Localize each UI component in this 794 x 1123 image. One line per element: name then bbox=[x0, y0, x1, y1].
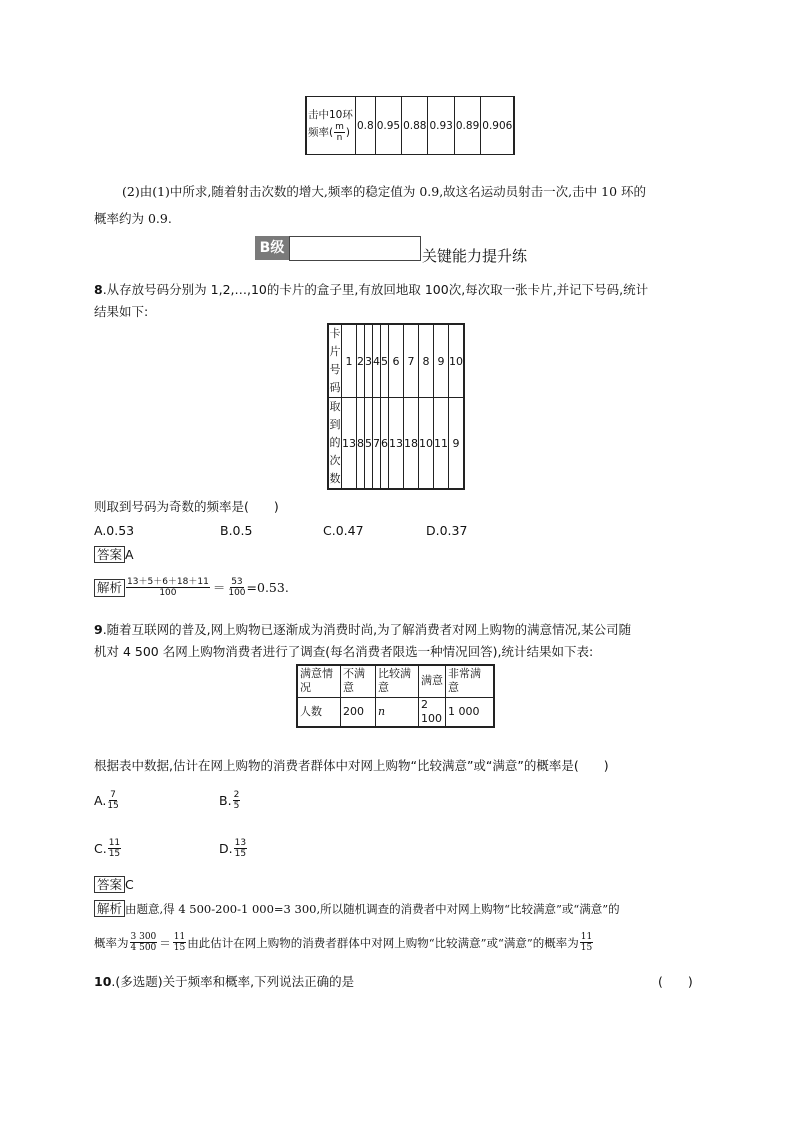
card-count: 11 bbox=[434, 398, 449, 490]
header-cell: 满意 bbox=[419, 665, 446, 697]
q8-question: 则取到号码为奇数的频率是( ) bbox=[94, 499, 279, 514]
table-row-label: 击中10环 频率( $\frac{m}{n}$ ) bbox=[306, 97, 356, 155]
answer-label: 答案 bbox=[94, 546, 125, 563]
q9-line1 bbox=[94, 621, 631, 639]
row-label-frequency: 频率 bbox=[308, 126, 329, 138]
card-number: 6 bbox=[389, 324, 404, 398]
q8-number: 8 bbox=[94, 282, 103, 297]
card-number: 10 bbox=[449, 324, 465, 398]
q8-line1 bbox=[94, 281, 648, 299]
option-letter: C. bbox=[94, 840, 107, 856]
card-count: 10 bbox=[419, 398, 434, 490]
card-number: 5 bbox=[381, 324, 389, 398]
card-count: 5 bbox=[365, 398, 373, 490]
option-fraction: $\frac{11}{15}$ bbox=[108, 838, 121, 859]
q8-option-b: B.0.5 bbox=[220, 523, 253, 538]
answer-value: C bbox=[125, 877, 134, 892]
q8-text: .从存放号码分别为 1,2,…,10的卡片的盒子里,有放回地取 100次,每次取一张卡片,并记下号码,统计 bbox=[102, 282, 649, 297]
card-number: 3 bbox=[365, 324, 373, 398]
q8-line2: 结果如下: bbox=[94, 304, 149, 319]
table-cell: 0.88 bbox=[402, 97, 428, 155]
option-fraction: $\frac{7}{15}$ bbox=[107, 790, 119, 811]
table-cell: 0.8 bbox=[356, 97, 376, 155]
row-label: 人数 bbox=[297, 697, 341, 727]
card-count-table bbox=[327, 323, 465, 490]
analysis-label: 解析 bbox=[94, 579, 125, 597]
answer-value: A bbox=[125, 547, 134, 562]
analysis-label: 解析 bbox=[94, 900, 125, 917]
section-b-title: 关键能力提升练 bbox=[422, 247, 528, 265]
q8-option-c: C.0.47 bbox=[323, 523, 364, 538]
satisfaction-table bbox=[296, 664, 495, 728]
card-count: 18 bbox=[404, 398, 419, 490]
card-number: 4 bbox=[373, 324, 381, 398]
hit-frequency-table bbox=[305, 96, 515, 155]
q9-number: 9 bbox=[94, 622, 103, 637]
answer-label: 答案 bbox=[94, 876, 125, 893]
table-cell: 0.95 bbox=[375, 97, 401, 155]
q8-answer bbox=[94, 546, 134, 564]
q9-option-d bbox=[219, 838, 248, 859]
section-b-box bbox=[289, 236, 421, 261]
q9-option-b bbox=[219, 790, 241, 811]
analysis-text: 由此估计在网上购物的消费者群体中对网上购物“比较满意”或“满意”的概率为 bbox=[187, 935, 579, 950]
option-letter: B. bbox=[219, 792, 232, 808]
q8-option-d: D.0.37 bbox=[426, 523, 468, 538]
analysis-result: =0.53. bbox=[246, 579, 289, 595]
analysis-fraction: $\frac{11}{15}$ bbox=[580, 932, 593, 953]
table-cell: 200 bbox=[341, 697, 376, 727]
analysis-fraction: $\frac{11}{15}$ bbox=[173, 932, 186, 953]
q9-question: 根据表中数据,估计在网上购物的消费者群体中对网上购物“比较满意”或“满意”的概率是( ) bbox=[94, 758, 609, 773]
card-number: 7 bbox=[404, 324, 419, 398]
table-cell: 2 100 bbox=[419, 697, 446, 727]
analysis-fraction-2: $\frac{53}{100}$ bbox=[228, 577, 246, 598]
freq-fraction: $\frac{m}{n}$ bbox=[335, 121, 344, 143]
equals-sign: ＝ bbox=[159, 935, 171, 950]
q9-line2: 机对 4 500 名网上购物消费者进行了调查(每名消费者限选一种情况回答),统计结果如下表: bbox=[94, 644, 594, 659]
q10-number: 10 bbox=[94, 974, 112, 989]
card-count: 7 bbox=[373, 398, 381, 490]
section-b-badge: B级 bbox=[255, 236, 289, 260]
option-letter: D. bbox=[219, 840, 233, 856]
option-letter: A. bbox=[94, 792, 107, 808]
card-count: 6 bbox=[381, 398, 389, 490]
q7-solution-line2: 概率约为 0.9. bbox=[94, 211, 172, 226]
card-number: 2 bbox=[357, 324, 365, 398]
card-number: 8 bbox=[419, 324, 434, 398]
q10-line bbox=[94, 973, 354, 991]
option-fraction: $\frac{13}{15}$ bbox=[234, 838, 247, 859]
equals-sign: ＝ bbox=[212, 579, 226, 595]
q9-text: .随着互联网的普及,网上购物已逐渐成为消费时尚,为了解消费者对网上购物的满意情况,某公司随 bbox=[102, 622, 632, 637]
card-number: 9 bbox=[434, 324, 449, 398]
table-cell: 0.906 bbox=[481, 97, 515, 155]
header-cell: 不满意 bbox=[341, 665, 376, 697]
card-number: 1 bbox=[342, 324, 357, 398]
header-cell: 非常满意 bbox=[446, 665, 495, 697]
row1-label: 卡片号码 bbox=[328, 324, 342, 398]
q10-text: .(多选题)关于频率和概率,下列说法正确的是 bbox=[111, 974, 355, 989]
table-cell: 0.89 bbox=[454, 97, 480, 155]
q9-option-c bbox=[94, 838, 122, 859]
q9-analysis-line1 bbox=[94, 900, 620, 918]
q10-bracket: ( ) bbox=[658, 974, 693, 989]
row2-label: 取到的次数 bbox=[328, 398, 342, 490]
q8-analysis bbox=[94, 577, 289, 598]
q9-option-a bbox=[94, 790, 120, 811]
header-cell: 满意情况 bbox=[297, 665, 341, 697]
table-cell: n bbox=[376, 697, 419, 727]
table-cell: 1 000 bbox=[446, 697, 495, 727]
q9-analysis-line2 bbox=[94, 932, 594, 953]
header-cell: 比较满意 bbox=[376, 665, 419, 697]
row-label-hit: 击中10环 bbox=[308, 108, 353, 121]
table-cell: 0.93 bbox=[428, 97, 454, 155]
q7-solution-line1: (2)由(1)中所求,随着射击次数的增大,频率的稳定值为 0.9,故这名运动员射击一次,击中 10 环的 bbox=[122, 184, 647, 199]
card-count: 13 bbox=[342, 398, 357, 490]
card-count: 9 bbox=[449, 398, 465, 490]
analysis-fraction-1: $\frac{13+5+6+18+11}{100}$ bbox=[127, 577, 209, 598]
analysis-text: 由题意,得 4 500-200-1 000=3 300,所以随机调查的消费者中对网上购物“比较满意”或“满意”的 bbox=[125, 902, 620, 916]
q8-option-a: A.0.53 bbox=[94, 523, 135, 538]
analysis-text: 概率为 bbox=[94, 935, 129, 950]
q9-answer bbox=[94, 876, 134, 894]
analysis-fraction: $\frac{3 300}{4 500}$ bbox=[130, 932, 157, 953]
card-count: 13 bbox=[389, 398, 404, 490]
card-count: 8 bbox=[357, 398, 365, 490]
option-fraction: $\frac{2}{5}$ bbox=[233, 790, 240, 811]
